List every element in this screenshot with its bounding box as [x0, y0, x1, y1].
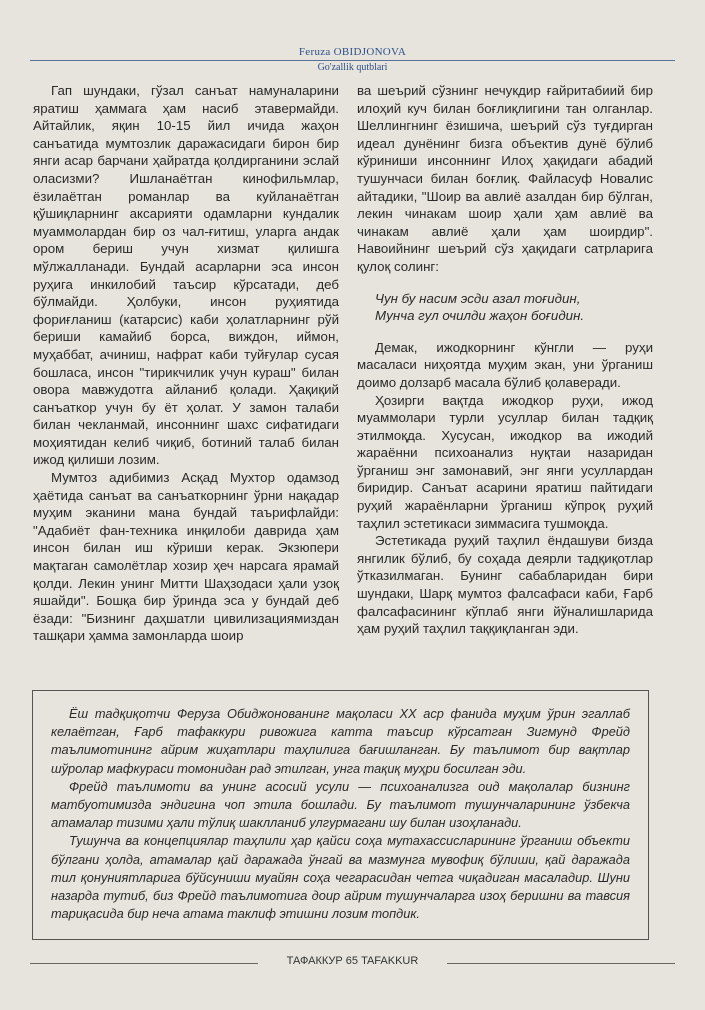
- page-footer: [30, 955, 675, 971]
- paragraph: Гап шундаки, гўзал санъат намуналарини яратиш ҳаммага ҳам насиб этавермайди. Айтайлик, яқин 10-15 йил ичида жаҳон санъатида мумтозлик даражасидаги бирон бир янги асар барчани ҳайратда қолдирганини эслай оласизми? Ишланаётган кинофильмлар, ёзилаётган романлар ва куйланаётган қўшиқларнинг аксарияти одамларни кундалик муаммолардан бир оз чал-ғитиш, уларга андак ором бериш учун хизмат қилишга мўлжалланади. Бундай асарларни эса инсон руҳига инкилобий таъсир кўрсатади, деб бўлмайди. Ҳолбуки, инсон руҳиятида фориғланиш (катарсис) каби ҳолатларнинг рўй бериши камайиб борса, виждон, иймон, муҳаббат, ачиниш, нафрат каби туйғулар сусая бошласа, инсон "тирикчилик учун кураш" билан овора мавжудотга айланиб қолади. Ҳақиқий санъаткор учун бу ёт ҳолат. У замон талаби билан чекланмай, инсоннинг шахс сифатидаги моҳиятидан келиб чиқиб, ботиний талаб билан ижод қилиши лозим.: [33, 83, 339, 468]
- paragraph: Эстетикада руҳий таҳлил ёндашуви бизда янгилик бўлиб, бу соҳада деярли тадқиқотлар ўтказилмаган. Бунинг сабабларидан бири шундаки, Шарқ мумтоз фалсафаси каби, Ғарб фалсафасининг кўплаб янги йўналишларида ҳам руҳий таҳлил таққиқланган эди.: [357, 533, 653, 637]
- paragraph: Ҳозирги вақтда ижодкор руҳи, ижод муаммолари турли усуллар билан тадқиқ этилмоқда. Хусусан, ижодкор ва ижодий жараённи психоанализ нуқтаи назаридан ўрганиш энг замонавий, энг янги усуллардан биридир. Санъат асарини яратиш пайтидаги руҳий жараёнларни ўрганиш кўпроқ руҳий таҳлил эстетикаси зиммасига тушмоқда.: [357, 392, 653, 531]
- poem-line: Чун бу насим эсди азал тоғидин,: [375, 290, 581, 306]
- editorial-note-box: [32, 690, 649, 940]
- right-column: [357, 82, 653, 638]
- left-column: [33, 82, 339, 645]
- note-paragraph: Ёш тадқиқотчи Феруза Обиджонованинг мақоласи XX аср фанида муҳим ўрин эгаллаб келаётган, Ғарб тафаккури ривожига катта таъсир кўрсатган Зигмунд Фрейд таълимотининг айрим жиҳатлари таҳлилига бағишланган. Бу таълимот бир вақтлар шўролар мафкураси томонидан рад этилган, унга тақиқ муҳри босилган эди.: [51, 706, 630, 776]
- header-rule: [30, 60, 675, 61]
- note-paragraph: Тушунча ва концепциялар таҳлили ҳар қайси соҳа мутахассисларининг ўрганиш объекти бўлгани ҳолда, атамалар қай даражада ўнгай ва мазмунга мувофиқ бўлиши, қай даражада тил қонуниятларига бўйсуниши муайян соҳа чегарасидан четга чиқадиган масаладир. Шуни назарда тутиб, биз Фрейд таълимотига доир айрим тушунчаларга изоҳ беришни ва тавсия тариқасида бир неча атама таклиф этишни лозим топдик.: [51, 833, 630, 922]
- note-paragraph: Фрейд таълимоти ва унинг асосий усули — психоанализга оид мақолалар бизнинг матбуотимизда эндигина чоп этила бошлади. Бу таълимот тушунчаларининг ўзбекча атамалар тизими ҳали тўлиқ шаклланиб улгурмагани шу билан изоҳланади.: [51, 778, 630, 831]
- page-header: [0, 40, 705, 76]
- poem-quote: [375, 290, 653, 325]
- header-author: Feruza OBIDJONOVA: [298, 46, 407, 58]
- footer-page-label: ТАФАККУР 65 TAFAKKUR: [281, 955, 425, 967]
- paragraph: ва шеърий сўзнинг нечукдир ғайритабиий бир илоҳий куч билан боғлиқлигини тан олганлар. Шеллингнинг ёзишича, шеърий сўз туғдирган идеал дунёнинг бизга объектив дунё бўлиб кўриниши инсоннинг Илоҳ ҳақидаги абадий тушунчаси билан боғлиқ. Файласуф Новалис айтадики, "Шоир ва авлиё азалдан бир бўлган, лекин чинакам шоир ҳали ҳам авлиё ва чинакам авлиё ҳали ҳам шоирдир". Навоийнинг шеърий сўз ҳақидаги сатрларига қулоқ солинг:: [357, 83, 653, 274]
- paragraph: Демак, ижодкорнинг кўнгли — руҳи масаласи ниҳоятда муҳим экан, уни ўрганиш доимо долзарб масала бўлиб қолаверади.: [357, 339, 653, 390]
- paragraph: Мумтоз адибимиз Асқад Мухтор одамзод ҳаётида санъат ва санъаткорнинг ўрни нақадар муҳим эканини мана бундай таърифлайди: "Адабиёт фан-техника инқилоби даврида ҳам инсон билан иш кўриши керак. Экзюпери мақтаган самолётлар хозир ҳеч нарсага ярамай қолди. Лекин унинг Митти Шаҳзодаси ҳали узоқ яшайди". Бошқа бир ўринда эса у бундай деб ёзади: "Бизнинг даҳшатли цивилизациямиздан ташқари ҳамма замонларда шоир: [33, 470, 339, 644]
- poem-line: Мунча гул очилди жаҳон боғидин.: [375, 308, 585, 324]
- header-subtitle: Go'zallik qutblari: [317, 62, 388, 73]
